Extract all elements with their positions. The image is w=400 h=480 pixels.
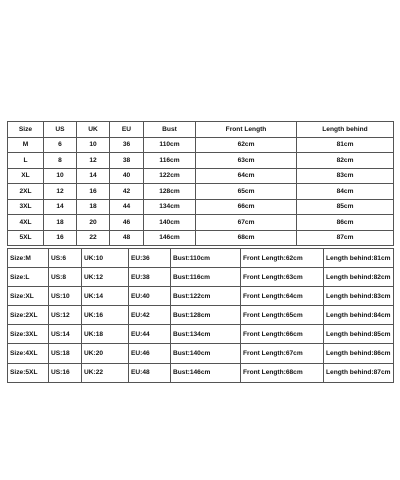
size-chart-table-bottom	[7, 248, 394, 383]
table-cell: Front Length:68cm	[241, 363, 324, 382]
header-cell: Front Length	[196, 122, 297, 138]
table-cell: 82cm	[297, 153, 394, 169]
table-cell: Size:L	[8, 268, 49, 287]
table-cell: 12	[77, 153, 110, 169]
table-cell: 36	[110, 137, 144, 153]
table-cell: EU:48	[129, 363, 171, 382]
table-cell: Front Length:64cm	[241, 287, 324, 306]
table-cell: 81cm	[297, 137, 394, 153]
table-cell: XL	[8, 168, 44, 184]
table-cell: Bust:122cm	[171, 287, 241, 306]
table-cell: 87cm	[297, 230, 394, 246]
table-cell: Length behind:81cm	[324, 249, 394, 268]
table-cell: UK:16	[82, 306, 129, 325]
header-cell: US	[44, 122, 77, 138]
table-cell: 2XL	[8, 184, 44, 200]
table-cell: UK:14	[82, 287, 129, 306]
header-cell: Bust	[144, 122, 196, 138]
table-cell: 62cm	[196, 137, 297, 153]
table-cell: L	[8, 153, 44, 169]
table-cell: US:8	[49, 268, 82, 287]
table-cell: 84cm	[297, 184, 394, 200]
table-cell: 10	[77, 137, 110, 153]
table-cell: 6	[44, 137, 77, 153]
table-cell: 20	[77, 215, 110, 231]
table-cell: Front Length:63cm	[241, 268, 324, 287]
table-row	[8, 287, 394, 306]
table-cell: 8	[44, 153, 77, 169]
table-cell: 122cm	[144, 168, 196, 184]
table-cell: EU:46	[129, 344, 171, 363]
table-cell: 46	[110, 215, 144, 231]
table-cell: UK:10	[82, 249, 129, 268]
table-cell: Length behind:82cm	[324, 268, 394, 287]
table-cell: 10	[44, 168, 77, 184]
table-cell: 16	[44, 230, 77, 246]
table-cell: EU:40	[129, 287, 171, 306]
table-row	[8, 137, 394, 153]
table-cell: Bust:110cm	[171, 249, 241, 268]
table-cell: 14	[44, 199, 77, 215]
table-cell: 110cm	[144, 137, 196, 153]
table-cell: Length behind:84cm	[324, 306, 394, 325]
header-cell: Length behind	[297, 122, 394, 138]
table-cell: US:14	[49, 325, 82, 344]
table-cell: 65cm	[196, 184, 297, 200]
table-cell: Size:3XL	[8, 325, 49, 344]
table-row	[8, 306, 394, 325]
table-cell: Bust:116cm	[171, 268, 241, 287]
table-cell: 134cm	[144, 199, 196, 215]
table-cell: Length behind:85cm	[324, 325, 394, 344]
table-cell: 83cm	[297, 168, 394, 184]
table-cell: 18	[77, 199, 110, 215]
table-row	[8, 153, 394, 169]
table-cell: 12	[44, 184, 77, 200]
table-cell: 4XL	[8, 215, 44, 231]
table-row	[8, 268, 394, 287]
table-row	[8, 215, 394, 231]
header-cell: EU	[110, 122, 144, 138]
table-cell: US:12	[49, 306, 82, 325]
table-cell: US:18	[49, 344, 82, 363]
table-cell: Length behind:83cm	[324, 287, 394, 306]
table-cell: 66cm	[196, 199, 297, 215]
table-cell: EU:42	[129, 306, 171, 325]
header-cell: UK	[77, 122, 110, 138]
table-cell: Size:M	[8, 249, 49, 268]
table-row	[8, 230, 394, 246]
table-row	[8, 325, 394, 344]
table-cell: 68cm	[196, 230, 297, 246]
size-chart-table-top	[7, 121, 394, 246]
table-cell: 5XL	[8, 230, 44, 246]
table-cell: Front Length:65cm	[241, 306, 324, 325]
table-cell: 128cm	[144, 184, 196, 200]
table-cell: 48	[110, 230, 144, 246]
table-cell: 140cm	[144, 215, 196, 231]
table-cell: UK:12	[82, 268, 129, 287]
table-row	[8, 344, 394, 363]
table-cell: 116cm	[144, 153, 196, 169]
table-cell: M	[8, 137, 44, 153]
table-cell: Size:5XL	[8, 363, 49, 382]
table-cell: EU:44	[129, 325, 171, 344]
table-cell: EU:36	[129, 249, 171, 268]
table-cell: US:6	[49, 249, 82, 268]
table-row	[8, 363, 394, 382]
table-cell: Bust:128cm	[171, 306, 241, 325]
table-cell: 67cm	[196, 215, 297, 231]
table-cell: 86cm	[297, 215, 394, 231]
table-row	[8, 168, 394, 184]
table-cell: 18	[44, 215, 77, 231]
table-cell: 22	[77, 230, 110, 246]
table-cell: Length behind:87cm	[324, 363, 394, 382]
table-cell: Size:XL	[8, 287, 49, 306]
table-cell: 14	[77, 168, 110, 184]
table-cell: UK:22	[82, 363, 129, 382]
table-cell: EU:38	[129, 268, 171, 287]
table-cell: UK:18	[82, 325, 129, 344]
table-cell: 44	[110, 199, 144, 215]
table-cell: US:10	[49, 287, 82, 306]
table-cell: Bust:146cm	[171, 363, 241, 382]
table-header-row	[8, 122, 394, 138]
table-row	[8, 184, 394, 200]
table-cell: Bust:140cm	[171, 344, 241, 363]
table-cell: Front Length:62cm	[241, 249, 324, 268]
table-cell: 16	[77, 184, 110, 200]
table-cell: Size:2XL	[8, 306, 49, 325]
table-cell: 38	[110, 153, 144, 169]
table-cell: 85cm	[297, 199, 394, 215]
table-cell: 146cm	[144, 230, 196, 246]
table-cell: Front Length:67cm	[241, 344, 324, 363]
table-cell: US:16	[49, 363, 82, 382]
header-cell: Size	[8, 122, 44, 138]
table-cell: 63cm	[196, 153, 297, 169]
table-cell: Size:4XL	[8, 344, 49, 363]
table-cell: 42	[110, 184, 144, 200]
table-cell: 64cm	[196, 168, 297, 184]
table-cell: Bust:134cm	[171, 325, 241, 344]
table-row	[8, 199, 394, 215]
table-row	[8, 249, 394, 268]
table-cell: UK:20	[82, 344, 129, 363]
table-cell: Front Length:66cm	[241, 325, 324, 344]
table-cell: 3XL	[8, 199, 44, 215]
table-cell: 40	[110, 168, 144, 184]
table-cell: Length behind:86cm	[324, 344, 394, 363]
